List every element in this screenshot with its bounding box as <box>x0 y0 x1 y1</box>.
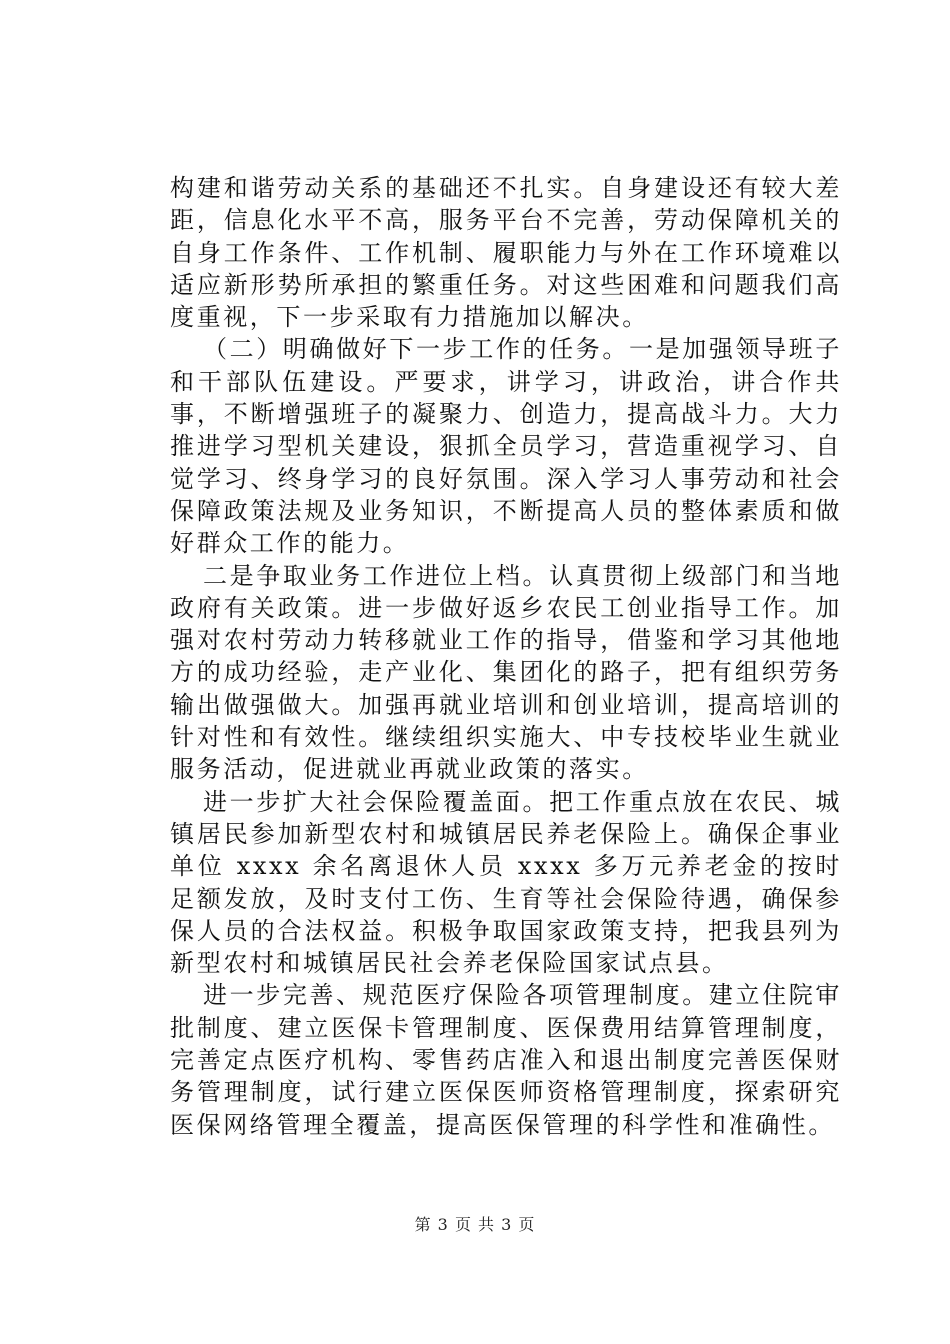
paragraph-5: 进一步完善、规范医疗保险各项管理制度。建立住院审批制度、建立医保卡管理制度、医保费用结算管理制度，完善定点医疗机构、零售药店准入和退出制度完善医保财务管理制度，试行建立医保医师资格管理制度，探索研究医保网络管理全覆盖，提高医保管理的科学性和准确性。 <box>170 981 842 1139</box>
paragraph-2: （二）明确做好下一步工作的任务。一是加强领导班子和干部队伍建设。严要求，讲学习，讲政治，讲合作共事，不断增强班子的凝聚力、创造力，提高战斗力。大力推进学习型机关建设，狠抓全员学习，营造重视学习、自觉学习、终身学习的良好氛围。深入学习人事劳动和社会保障政策法规及业务知识，不断提高人员的整体素质和做好群众工作的能力。 <box>170 335 842 558</box>
paragraph-1: 构建和谐劳动关系的基础还不扎实。自身建设还有较大差距，信息化水平不高，服务平台不完善，劳动保障机关的自身工作条件、工作机制、履职能力与外在工作环境难以适应新形势所承担的繁重任务。对这些困难和问题我们高度重视，下一步采取有力措施加以解决。 <box>170 174 842 332</box>
paragraph-3: 二是争取业务工作进位上档。认真贯彻上级部门和当地政府有关政策。进一步做好返乡农民工创业指导工作。加强对农村劳动力转移就业工作的指导，借鉴和学习其他地方的成功经验，走产业化、集团化的路子，把有组织劳务输出做强做大。加强再就业培训和创业培训，提高培训的针对性和有效性。继续组织实施大、中专技校毕业生就业服务活动，促进就业再就业政策的落实。 <box>170 561 842 784</box>
page-footer: 第 3 页 共 3 页 <box>414 1215 536 1234</box>
paragraph-4: 进一步扩大社会保险覆盖面。把工作重点放在农民、城镇居民参加新型农村和城镇居民养老保险上。确保企事业单位 xxxx 余名离退休人员 xxxx 多万元养老金的按时足额发放，及时支付工伤、生育等社会保险待遇，确保参保人员的合法权益。积极争取国家政策支持，把我县列为新型农村和城镇居民社会养老保险国家试点县。 <box>170 787 842 978</box>
document-body <box>170 172 842 1141</box>
